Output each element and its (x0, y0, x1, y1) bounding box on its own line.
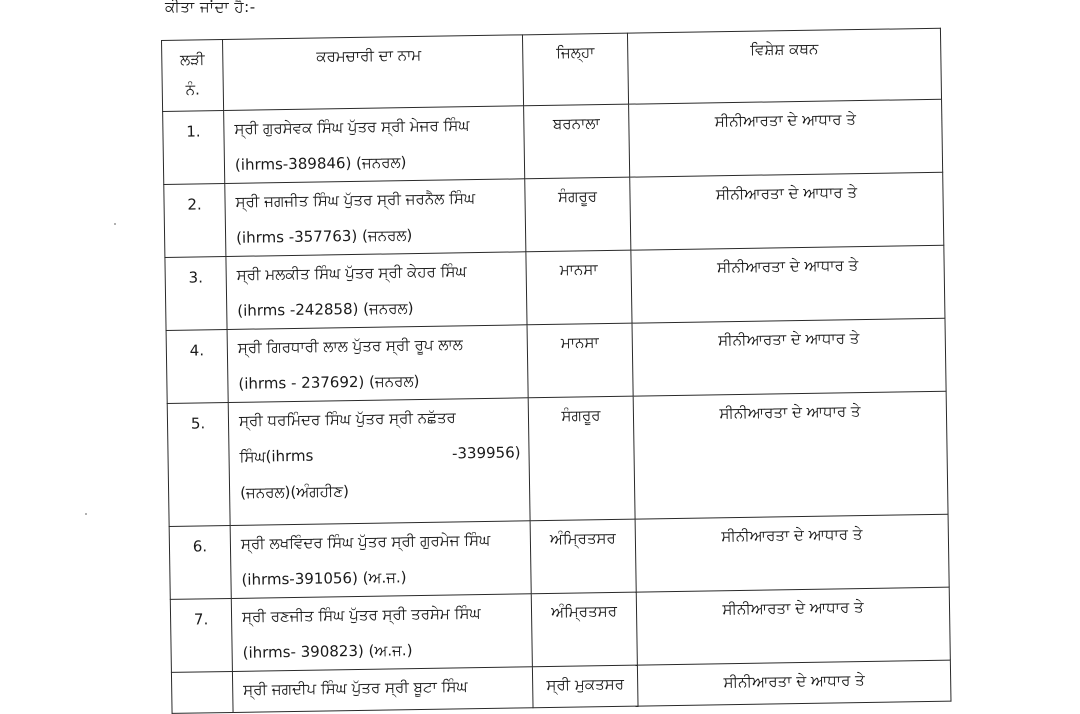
header-name: ਕਰਮਚਾਰੀ ਦਾ ਨਾਮ (223, 35, 524, 111)
header-remarks: ਵਿਸ਼ੇਸ਼ ਕਥਨ (627, 28, 941, 104)
table-header-row (162, 28, 942, 111)
serial-number: 6. (192, 537, 208, 556)
employee-name-cont: ਸਿੰਘ(ihrms (239, 446, 314, 466)
employee-name: ਸ੍ਰੀ ਗੁਰਸੇਵਕ ਸਿੰਘ ਪੁੱਤਰ ਸ੍ਰੀ ਮੇਜਰ ਸਿੰਘ (234, 116, 470, 138)
district: ਸ੍ਰੀ ਮੁਕਤਸਰ (546, 674, 625, 695)
remark: ਸੀਨੀਆਰਤਾ ਦੇ ਆਧਾਰ ਤੇ (723, 671, 865, 692)
serial-number: 7. (193, 610, 209, 629)
header-serial-line2: ਨੰ. (185, 80, 201, 99)
employee-name: ਸ੍ਰੀ ਗਿਰਧਾਰੀ ਲਾਲ ਪੁੱਤਰ ਸ੍ਰੀ ਰੂਪ ਲਾਲ (237, 335, 464, 357)
remark: ਸੀਨੀਆਰਤਾ ਦੇ ਆਧਾਰ ਤੇ (715, 183, 858, 204)
serial-number: 2. (187, 195, 202, 214)
table-row (164, 172, 944, 257)
employee-table (161, 28, 951, 714)
remark: ਸੀਨੀਆਰਤਾ ਦੇ ਆਧਾਰ ਤੇ (718, 329, 860, 350)
employee-name: ਸ੍ਰੀ ਲਖਵਿੰਦਰ ਸਿੰਘ ਪੁੱਤਰ ਸ੍ਰੀ ਗੁਰਮੇਜ ਸਿੰਘ (240, 530, 491, 553)
employee-id-line (239, 434, 521, 474)
employee-name: ਸ੍ਰੀ ਜਗਜੀਤ ਸਿੰਘ ਪੁੱਤਰ ਸ੍ਰੀ ਜਰਨੈਲ ਸਿੰਘ (235, 189, 476, 211)
district: ਸੰਗਰੂਰ (561, 406, 601, 425)
header-serial-line1: ਲੜੀ (179, 50, 205, 69)
employee-id: (ihrms -357763) (ਜਨਰਲ) (235, 226, 413, 247)
table-row (163, 99, 943, 184)
table-row (167, 391, 948, 526)
employee-id: (ihrms- 390823) (ਅ.ਜ.) (242, 641, 413, 662)
employee-id: (ihrms-389846) (ਜਨਰਲ) (234, 153, 407, 174)
serial-number: 1. (186, 122, 201, 141)
table-row (165, 245, 945, 330)
employee-id: -339956) (451, 443, 521, 463)
serial-number: 3. (188, 268, 204, 287)
header-serial (162, 40, 224, 112)
employee-category: (ਜਨਰਲ)(ਅੰਗਹੀਣ) (239, 482, 350, 502)
employee-name: ਸ੍ਰੀ ਧਰਮਿੰਦਰ ਸਿੰਘ ਪੁੱਤਰ ਸ੍ਰੀ ਨਛੱਤਰ (238, 408, 456, 430)
district: ਬਰਨਾਲਾ (552, 114, 600, 133)
scan-speck (85, 513, 87, 515)
district: ਮਾਨਸਾ (560, 333, 599, 352)
serial-number: 4. (189, 341, 205, 360)
table-row (169, 514, 949, 599)
district: ਸੰਗਰੂਰ (557, 187, 598, 206)
serial-number: 5. (190, 414, 206, 433)
serial-number (172, 672, 232, 675)
employee-id: (ihrms - 237692) (ਜਨਰਲ) (238, 371, 420, 393)
employee-name: ਸ੍ਰੀ ਮਲਕੀਤ ਸਿੰਘ ਪੁੱਤਰ ਸ੍ਰੀ ਕੇਹਰ ਸਿੰਘ (236, 262, 467, 284)
remark: ਸੀਨੀਆਰਤਾ ਦੇ ਆਧਾਰ ਤੇ (722, 598, 864, 619)
remark: ਸੀਨੀਆਰਤਾ ਦੇ ਆਧਾਰ ਤੇ (714, 110, 857, 131)
district: ਅੰਮ੍ਰਿਤਸਰ (549, 528, 616, 548)
header-district: ਜਿਲ੍ਹਾ (522, 33, 628, 106)
scan-speck (114, 223, 116, 225)
district: ਅੰਮ੍ਰਿਤਸਰ (550, 601, 618, 621)
remark: ਸੀਨੀਆਰਤਾ ਦੇ ਆਧਾਰ ਤੇ (719, 402, 861, 423)
employee-id: (ihrms-391056) (ਅ.ਜ.) (241, 568, 407, 589)
employee-name: ਸ੍ਰੀ ਰਣਜੀਤ ਸਿੰਘ ਪੁੱਤਰ ਸ੍ਰੀ ਤਰਸੇਮ ਸਿੰਘ (241, 604, 481, 626)
remark: ਸੀਨੀਆਰਤਾ ਦੇ ਆਧਾਰ ਤੇ (716, 256, 859, 277)
remark: ਸੀਨੀਆਰਤਾ ਦੇ ਆਧਾਰ ਤੇ (721, 525, 863, 546)
employee-id: (ihrms -242858) (ਜਨਰਲ) (237, 299, 414, 320)
employee-name: ਸ੍ਰੀ ਜਗਦੀਪ ਸਿੰਘ ਪੁੱਤਰ ਸ੍ਰੀ ਬੂਟਾ ਸਿੰਘ (243, 677, 468, 699)
table-row (170, 587, 950, 672)
table-row (166, 318, 946, 403)
district: ਮਾਨਸਾ (559, 260, 598, 279)
intro-text: ਕੀਤਾ ਜਾਂਦਾ ਹੈ:- (165, 0, 256, 16)
